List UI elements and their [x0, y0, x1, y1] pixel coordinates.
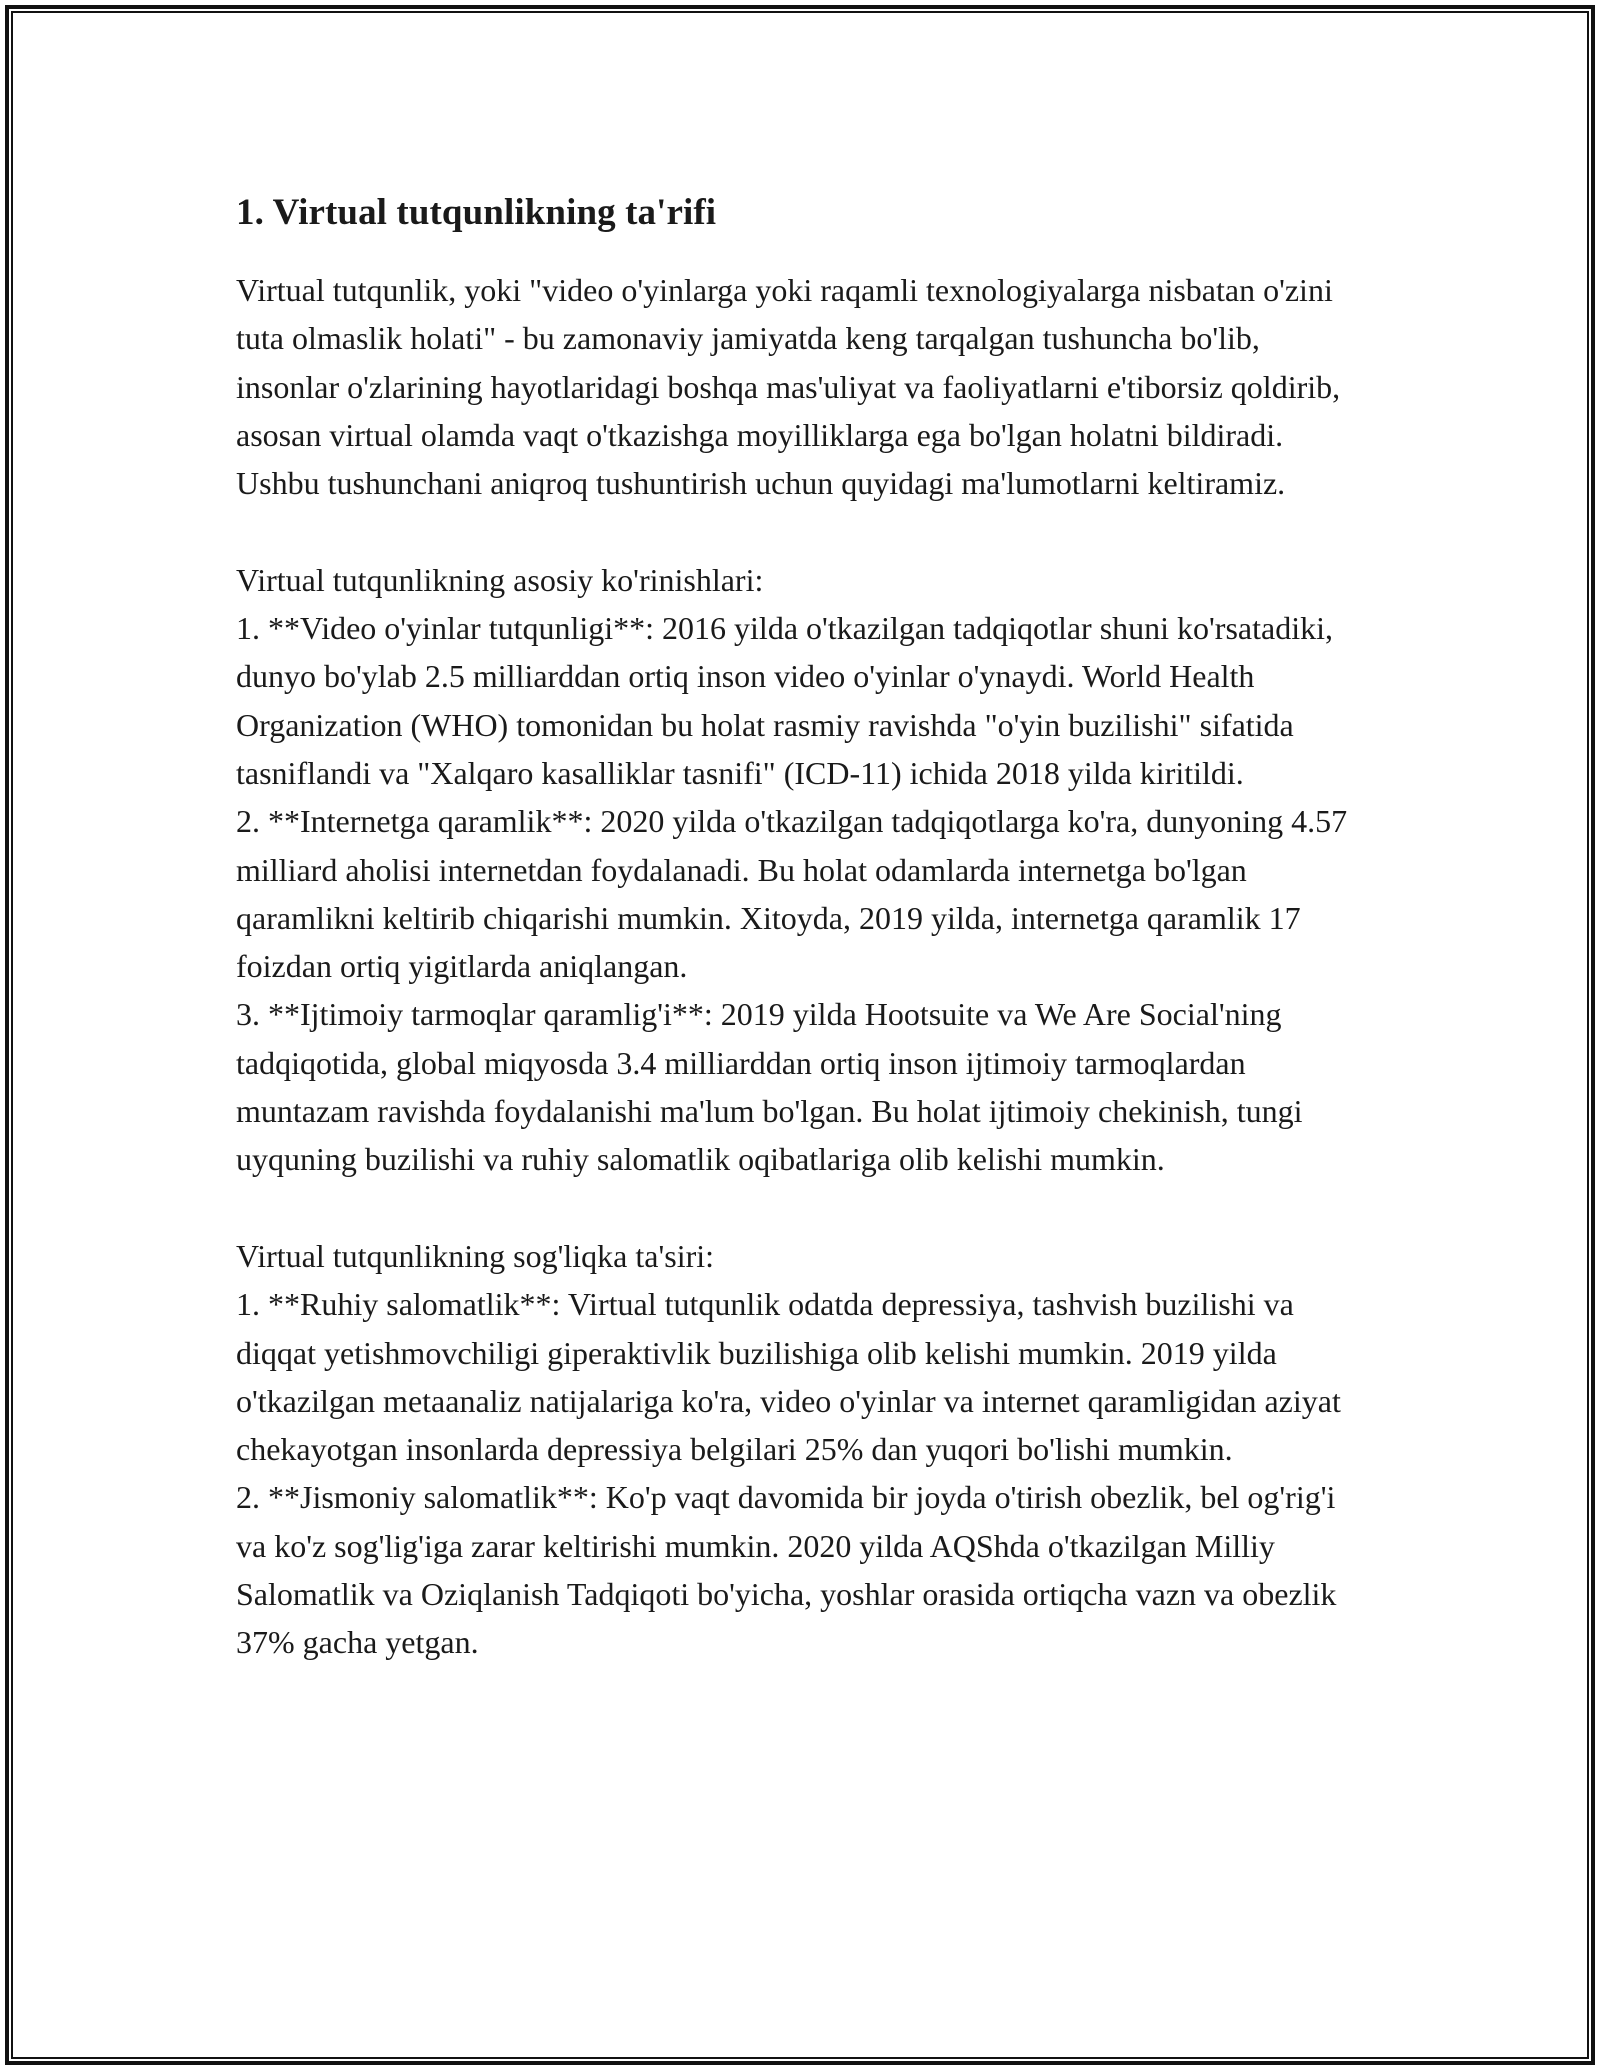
- manifestations-title: Virtual tutqunlikning asosiy ko'rinishlari:: [236, 561, 764, 598]
- paragraph-gap: [236, 1184, 1364, 1232]
- manifestation-item-internet: 2. **Internetga qaramlik**: 2020 yilda o'tkazilgan tadqiqotlarga ko'ra, dunyoning 4.57 milliard aholisi internetdan foydalanadi. Bu holat odamlarda internetga bo'lgan qaramlikni keltirib chiqarishi mumkin. Xitoyda, 2019 yilda, internetga qaramlik 17 foizdan ortiq yigitlarda aniqlangan.: [236, 803, 1348, 985]
- document-body: [236, 186, 1364, 1667]
- manifestation-item-social-networks: 3. **Ijtimoiy tarmoqlar qaramlig'i**: 2019 yilda Hootsuite va We Are Social'ning tadqiqotida, global miqyosda 3.4 milliarddan ortiq inson ijtimoiy tarmoqlardan muntazam ravishda foydalanishi ma'lum bo'lgan. Bu holat ijtimoiy chekinish, tungi uyquning buzilishi va ruhiy salomatlik oqibatlariga olib kelishi mumkin.: [236, 996, 1303, 1178]
- section-heading: 1. Virtual tutqunlikning ta'rifi: [236, 192, 717, 233]
- health-impact-title: Virtual tutqunlikning sog'liqka ta'siri:: [236, 1237, 715, 1274]
- intro-paragraph: Virtual tutqunlik, yoki "video o'yinlarga yoki raqamli texnologiyalarga nisbatan o'zini tuta olmaslik holati" - bu zamonaviy jamiyatda keng tarqalgan tushuncha bo'lib, insonlar o'zlarining hayotlaridagi boshqa mas'uliyat va faoliyatlarni e'tiborsiz qoldirib, asosan virtual olamda vaqt o'tkazishga moyilliklarga ega bo'lgan holatni bildiradi. Ushbu tushunchani aniqroq tushuntirish uchun quyidagi ma'lumotlarni keltiramiz.: [236, 272, 1341, 502]
- health-item-physical: 2. **Jismoniy salomatlik**: Ko'p vaqt davomida bir joyda o'tirish obezlik, bel og'rig'i va ko'z sog'lig'iga zarar keltirishi mumkin. 2020 yilda AQShda o'tkazilgan Milliy Salomatlik va Oziqlanish Tadqiqoti bo'yicha, yoshlar orasida ortiqcha vazn va obezlik 37% gacha yetgan.: [236, 1479, 1337, 1661]
- health-item-mental: 1. **Ruhiy salomatlik**: Virtual tutqunlik odatda depressiya, tashvish buzilishi va diqqat yetishmovchiligi giperaktivlik buzilishiga olib kelishi mumkin. 2019 yilda o'tkazilgan metaanaliz natijalariga ko'ra, video o'yinlar va internet qaramligidan aziyat chekayotgan insonlarda depressiya belgilari 25% dan yuqori bo'lishi mumkin.: [236, 1286, 1341, 1468]
- manifestation-item-video-games: 1. **Video o'yinlar tutqunligi**: 2016 yilda o'tkazilgan tadqiqotlar shuni ko'rsatadiki, dunyo bo'ylab 2.5 milliarddan ortiq inson video o'yinlar o'ynaydi. World Health Organization (WHO) tomonidan bu holat rasmiy ravishda "o'yin buzilishi" sifatida tasniflandi va "Xalqaro kasalliklar tasnifi" (ICD-11) ichida 2018 yilda kiritildi.: [236, 610, 1333, 791]
- paragraph-gap: [236, 507, 1364, 555]
- document-text: [236, 266, 1364, 1667]
